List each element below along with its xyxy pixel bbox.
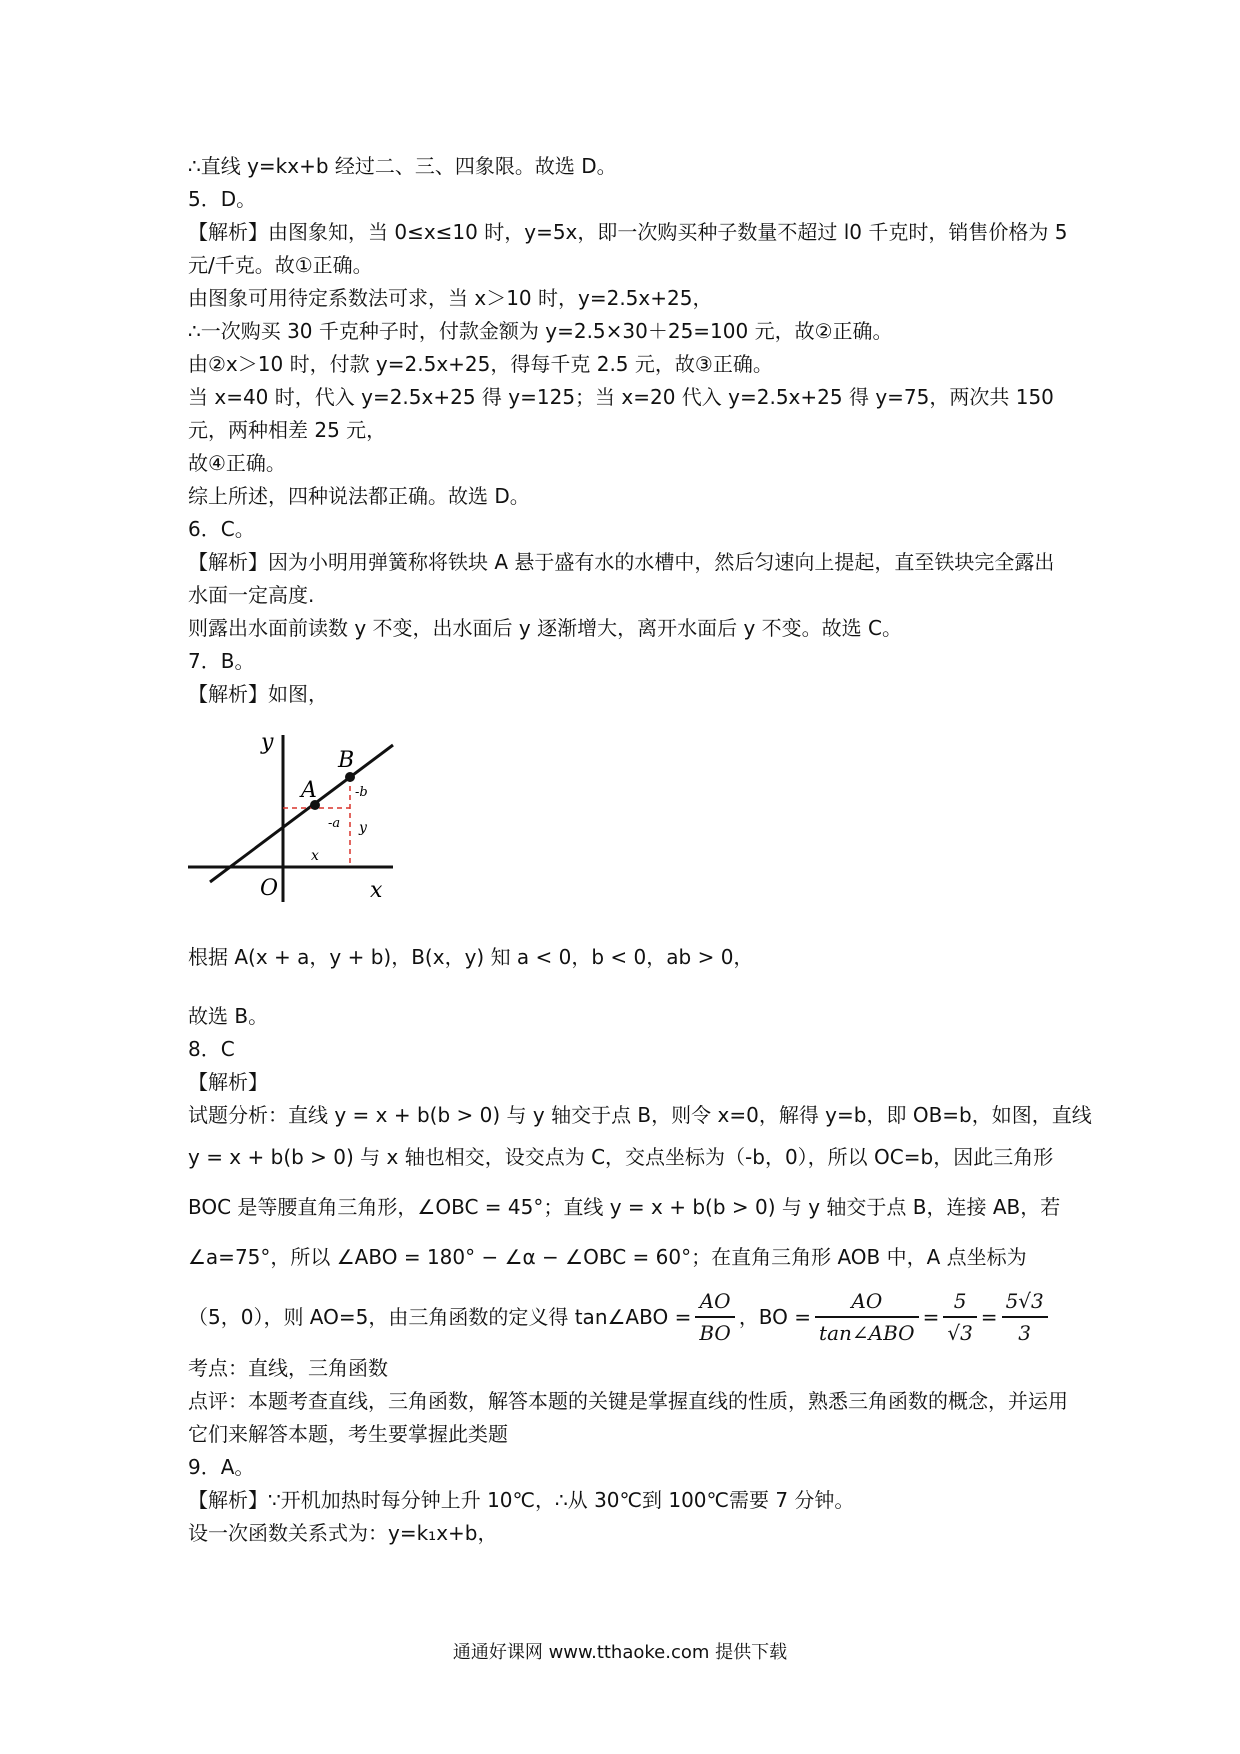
text-line: 试题分析：直线 y = x + b(b > 0) 与 y 轴交于点 B，则令 x=0，解得 y=b，即 OB=b，如图，直线 (188, 1103, 1092, 1127)
fraction-denominator: √3 (947, 1321, 973, 1345)
fraction-numerator: AO (695, 1286, 734, 1318)
fraction-denominator: 3 (1018, 1321, 1032, 1345)
text-line: 由②x＞10 时，付款 y=2.5x+25，得每千克 2.5 元，故③正确。 (188, 352, 773, 376)
fraction-denominator: BO (699, 1321, 731, 1345)
fraction-numerator: 5√3 (1002, 1286, 1048, 1318)
answer-9: 9．A。 (188, 1455, 255, 1479)
text-line: ∴一次购买 30 千克种子时，付款金额为 y=2.5×30＋25=100 元，故②正确。 (188, 319, 893, 343)
analysis-7: 【解析】如图， (188, 682, 328, 706)
label-x-segment: x (311, 848, 319, 864)
diagonal-line (210, 745, 393, 882)
text-line: ∠a=75°，所以 ∠ABO = 180° − ∠α − ∠OBC = 60°；在直角三角形 AOB 中，A 点坐标为 (188, 1244, 1027, 1269)
page-footer: 通通好课网 www.tthaoke.com 提供下载 (452, 1642, 788, 1663)
key-points: 考点：直线，三角函数 (188, 1356, 388, 1380)
analysis-5: 【解析】由图象知，当 0≤x≤10 时，y=5x，即一次购买种子数量不超过 l0 千克时，销售价格为 5 元/千克。故①正确。 (188, 220, 1068, 277)
text-line: BOC 是等腰直角三角形，∠OBC = 45°；直线 y = x + b(b > 0) 与 y 轴交于点 B，连接 AB，若 (188, 1194, 1061, 1219)
coordinate-figure (188, 717, 1068, 932)
label-y-axis: y (261, 730, 274, 755)
label-origin: O (260, 876, 279, 901)
fraction-ao-bo (695, 1286, 734, 1348)
analysis-8: 【解析】 (188, 1070, 268, 1094)
label-point-a: A (301, 778, 317, 803)
text-line: 根据 A(x + a，y + b)，B(x，y) 知 a < 0，b < 0，ab > 0， (188, 944, 754, 969)
answer-8: 8．C (188, 1037, 235, 1061)
analysis-9: 【解析】∵开机加热时每分钟上升 10℃，∴从 30℃到 100℃需要 7 分钟。 (188, 1488, 855, 1512)
label-point-b: B (338, 748, 355, 773)
label-x-axis: x (370, 878, 383, 903)
point-b (345, 772, 355, 782)
text-line: y = x + b(b > 0) 与 x 轴也相交，设交点为 C，交点坐标为（-b，0），所以 OC=b，因此三角形 (188, 1144, 1054, 1169)
answer-5: 5．D。 (188, 187, 257, 211)
label-y-segment: y (359, 820, 367, 836)
text-line: 故选 B。 (188, 1004, 269, 1028)
label-neg-b: -b (355, 785, 368, 800)
equation-text: = (980, 1304, 998, 1329)
fraction-ao-tan (815, 1286, 919, 1348)
fraction-numerator: 5 (943, 1286, 976, 1318)
fraction-numerator: AO (815, 1286, 919, 1318)
document-content (188, 150, 1092, 1550)
fraction-denominator: tan∠ABO (819, 1321, 915, 1345)
text-line: 故④正确。 (188, 451, 286, 475)
label-neg-a: -a (328, 816, 341, 831)
text-line: 由图象可用待定系数法可求，当 x＞10 时，y=2.5x+25， (188, 286, 713, 310)
equation-line (188, 1282, 1068, 1352)
equation-text: （5，0），则 AO=5，由三角函数的定义得 tan∠ABO = (188, 1304, 692, 1329)
text-line: 当 x=40 时，代入 y=2.5x+25 得 y=125；当 x=20 代入 y=2.5x+25 得 y=75，两次共 150 元，两种相差 25 元， (188, 385, 1054, 442)
answer-6: 6．C。 (188, 517, 255, 541)
answer-7: 7．B。 (188, 649, 255, 673)
fraction-5root3-3 (1002, 1286, 1048, 1348)
fraction-5-root3 (943, 1286, 976, 1348)
equation-text: = (922, 1304, 940, 1329)
text-line: ∴直线 y=kx+b 经过二、三、四象限。故选 D。 (188, 154, 617, 178)
comment: 点评：本题考查直线，三角函数，解答本题的关键是掌握直线的性质，熟悉三角函数的概念，并运用它们来解答本题，考生要掌握此类题 (188, 1389, 1068, 1446)
analysis-6: 【解析】因为小明用弹簧称将铁块 A 悬于盛有水的水槽中，然后匀速向上提起，直至铁块完全露出水面一定高度. (188, 550, 1055, 607)
text-line: 则露出水面前读数 y 不变，出水面后 y 逐渐增大，离开水面后 y 不变。故选 C。 (188, 616, 902, 640)
text-line: 综上所述，四种说法都正确。故选 D。 (188, 484, 530, 508)
figure-svg (188, 717, 448, 932)
equation-text: ，BO = (738, 1304, 812, 1329)
text-line: 设一次函数关系式为：y=k₁x+b， (188, 1521, 498, 1545)
